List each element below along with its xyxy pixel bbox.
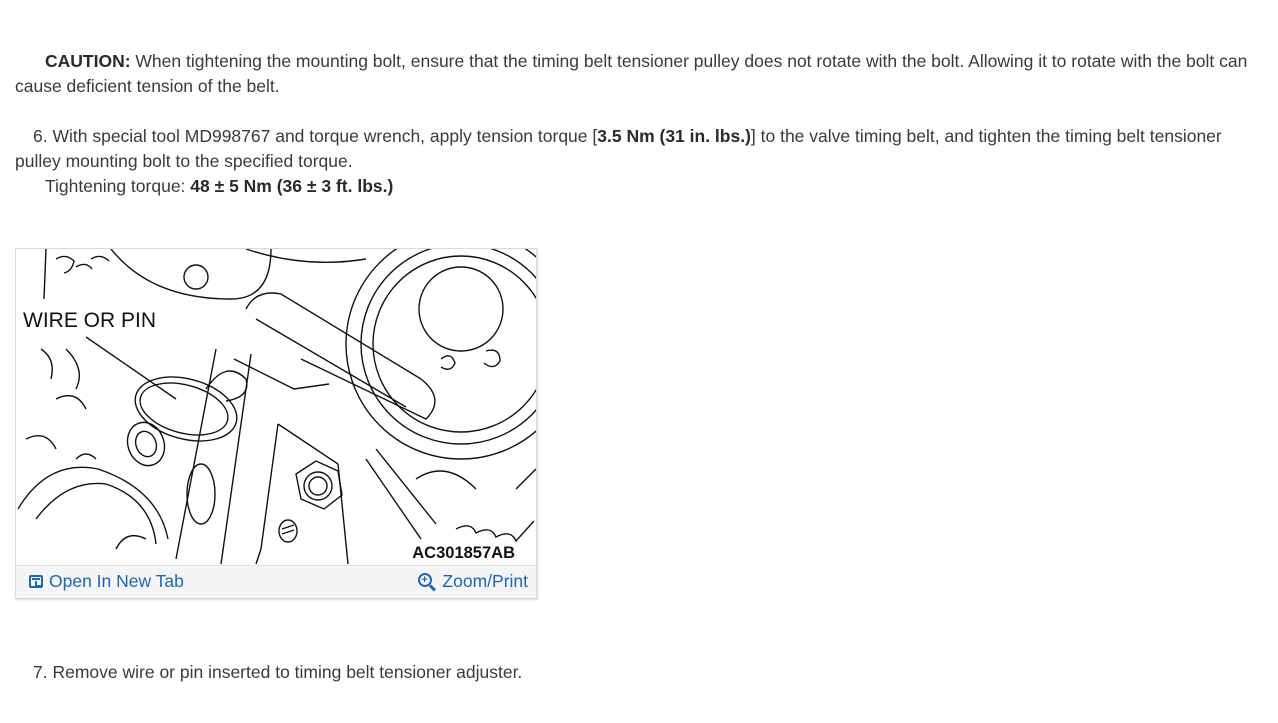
tightening-torque-label: Tightening torque: — [45, 176, 191, 196]
zoom-print-label: Zoom/Print — [442, 571, 528, 591]
tension-torque-value: 3.5 Nm (31 in. lbs.) — [597, 126, 751, 146]
caution-paragraph — [15, 49, 1255, 99]
illustration-figure — [15, 248, 537, 599]
tightening-torque-value: 48 ± 5 Nm (36 ± 3 ft. lbs.) — [190, 176, 394, 196]
wire-or-pin-callout: WIRE OR PIN — [23, 309, 157, 332]
zoom-print-link[interactable] — [418, 571, 528, 592]
figure-id-label: AC301857AB — [412, 544, 515, 562]
step-6-text-before: With special tool MD998767 and torque wrench, apply tension torque [ — [47, 126, 598, 146]
open-in-new-tab-label: Open In New Tab — [49, 571, 184, 591]
tightening-torque-line — [15, 174, 1255, 199]
open-new-tab-icon — [29, 575, 43, 588]
figure-toolbar — [16, 565, 536, 598]
step-6-number: 6. — [33, 126, 48, 146]
open-in-new-tab-link[interactable] — [29, 571, 184, 592]
step-7-number: 7. — [33, 662, 48, 682]
caution-text: When tightening the mounting bolt, ensure that the timing belt tensioner pulley does not rotate with the bolt. Allowing it to rotate with the bolt can cause deficient tension of the belt. — [15, 51, 1248, 96]
step-7-paragraph — [15, 660, 1255, 685]
step-6-text-after: ] to the valve timing belt, and tighten the timing belt tensioner pulley mounting bolt to the specified torque. — [15, 126, 1222, 171]
caution-label: CAUTION: — [45, 51, 131, 71]
step-6-paragraph — [15, 124, 1255, 174]
tensioner-line-drawing — [16, 249, 536, 565]
magnifier-plus-icon: + — [418, 573, 436, 591]
step-7-text: Remove wire or pin inserted to timing belt tensioner adjuster. — [47, 662, 523, 682]
